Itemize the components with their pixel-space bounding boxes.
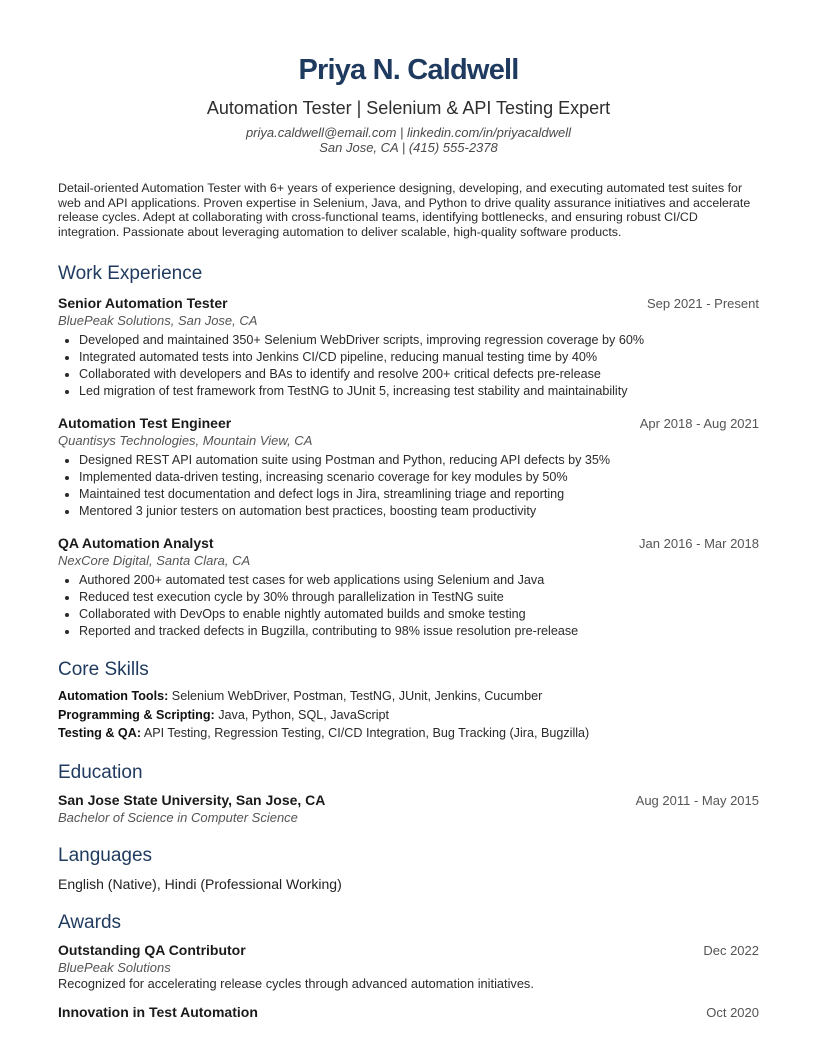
skill-value: API Testing, Regression Testing, CI/CD Integration, Bug Tracking (Jira, Bugzilla)	[141, 726, 590, 741]
resume-page	[58, 52, 759, 1021]
degree: Bachelor of Science in Computer Science	[58, 809, 298, 825]
award-org: BluePeak Solutions	[58, 959, 171, 975]
skill-value: Java, Python, SQL, JavaScript	[214, 707, 390, 722]
work-experience-section	[58, 262, 759, 640]
award-entry	[58, 1004, 759, 1021]
core-skills-section	[58, 658, 759, 743]
award-description: Recognized for accelerating release cycles through advanced automation initiatives.	[58, 975, 534, 991]
job-company: NexCore Digital, Santa Clara, CA	[58, 553, 251, 569]
job-bullet: • Developed and maintained 350+ Selenium WebDriver scripts, improving regression coverage by 60%	[79, 332, 759, 349]
job-bullet: • Designed REST API automation suite using Postman and Python, reducing API defects by 35%	[79, 452, 759, 469]
candidate-name: Priya N. Caldwell	[298, 54, 519, 86]
school-name: San Jose State University, San Jose, CA	[58, 791, 326, 808]
job-bullets	[58, 332, 759, 400]
education-dates: Aug 2011 - May 2015	[635, 792, 759, 808]
award-date: Dec 2022	[703, 942, 759, 958]
section-heading-skills: Core Skills	[58, 659, 149, 681]
job-company: Quantisys Technologies, Mountain View, CA	[58, 433, 313, 449]
job-bullets	[58, 452, 759, 520]
skill-line	[58, 687, 759, 706]
education-entry	[58, 792, 759, 826]
job-bullet: • Reported and tracked defects in Bugzilla, contributing to 98% issue resolution pre-release	[79, 623, 759, 640]
award-date: Oct 2020	[706, 1004, 759, 1020]
award-title: Innovation in Test Automation	[58, 1003, 258, 1020]
job-entry	[58, 535, 759, 640]
job-bullet: • Collaborated with developers and BAs to identify and resolve 200+ critical defects pre-release	[79, 366, 759, 383]
skill-label: Programming & Scripting:	[58, 707, 215, 722]
section-heading-education: Education	[58, 761, 143, 783]
job-dates: Sep 2021 - Present	[646, 296, 759, 312]
job-bullet: • Authored 200+ automated test cases for web applications using Selenium and Java	[79, 572, 759, 589]
languages-section	[58, 844, 759, 893]
job-bullet: • Led migration of test framework from TestNG to JUnit 5, increasing test stability and maintainability	[79, 383, 759, 400]
skill-value: Selenium WebDriver, Postman, TestNG, JUnit, Jenkins, Cucumber	[168, 689, 543, 704]
skill-label: Automation Tools:	[58, 689, 169, 704]
education-section	[58, 761, 759, 826]
job-title: QA Automation Analyst	[58, 535, 214, 552]
section-heading-languages: Languages	[58, 844, 153, 866]
languages-list: English (Native), Hindi (Professional Working)	[58, 875, 342, 892]
skill-line	[58, 724, 759, 743]
award-title: Outstanding QA Contributor	[58, 941, 246, 958]
award-entry	[58, 942, 759, 991]
awards-section	[58, 911, 759, 1021]
job-title: Senior Automation Tester	[58, 295, 228, 312]
job-entry	[58, 295, 759, 400]
job-bullet: • Collaborated with DevOps to enable nightly automated builds and smoke testing	[79, 606, 759, 623]
headline: Automation Tester | Selenium & API Testing Expert	[206, 98, 611, 118]
job-title: Automation Test Engineer	[58, 415, 232, 432]
job-dates: Jan 2016 - Mar 2018	[639, 536, 759, 552]
skill-label: Testing & QA:	[58, 726, 142, 741]
job-bullet: • Maintained test documentation and defect logs in Jira, streamlining triage and reporting	[79, 486, 759, 503]
contact-line: priya.caldwell@email.com | linkedin.com/in/priyacaldwell	[245, 125, 572, 140]
location-phone-line: San Jose, CA | (415) 555-2378	[319, 140, 498, 155]
section-heading-experience: Work Experience	[58, 263, 203, 285]
job-bullet: • Integrated automated tests into Jenkins CI/CD pipeline, reducing manual testing time by 40%	[79, 349, 759, 366]
job-bullet: • Mentored 3 junior testers on automation best practices, boosting team productivity	[79, 503, 759, 520]
section-heading-awards: Awards	[58, 911, 122, 933]
job-entry	[58, 415, 759, 520]
skill-line	[58, 706, 759, 725]
job-bullets	[58, 572, 759, 640]
job-company: BluePeak Solutions, San Jose, CA	[58, 313, 258, 329]
professional-summary: Detail-oriented Automation Tester with 6+ years of experience designing, developing, and executing automated test suites for web and API applications. Proven expertise in Selenium, Java, and Python to drive quality assurance initiatives and accelerate release cycles. Adept at collaborating with cross-functional teams, identifying bottlenecks, and ensuring robust CI/CD integration. Passionate about leveraging automation to deliver scalable, high-quality software products.	[58, 181, 751, 239]
job-bullet: • Reduced test execution cycle by 30% through parallelization in TestNG suite	[79, 589, 759, 606]
job-dates: Apr 2018 - Aug 2021	[639, 416, 759, 432]
job-bullet: • Implemented data-driven testing, increasing scenario coverage for key modules by 50%	[79, 469, 759, 486]
